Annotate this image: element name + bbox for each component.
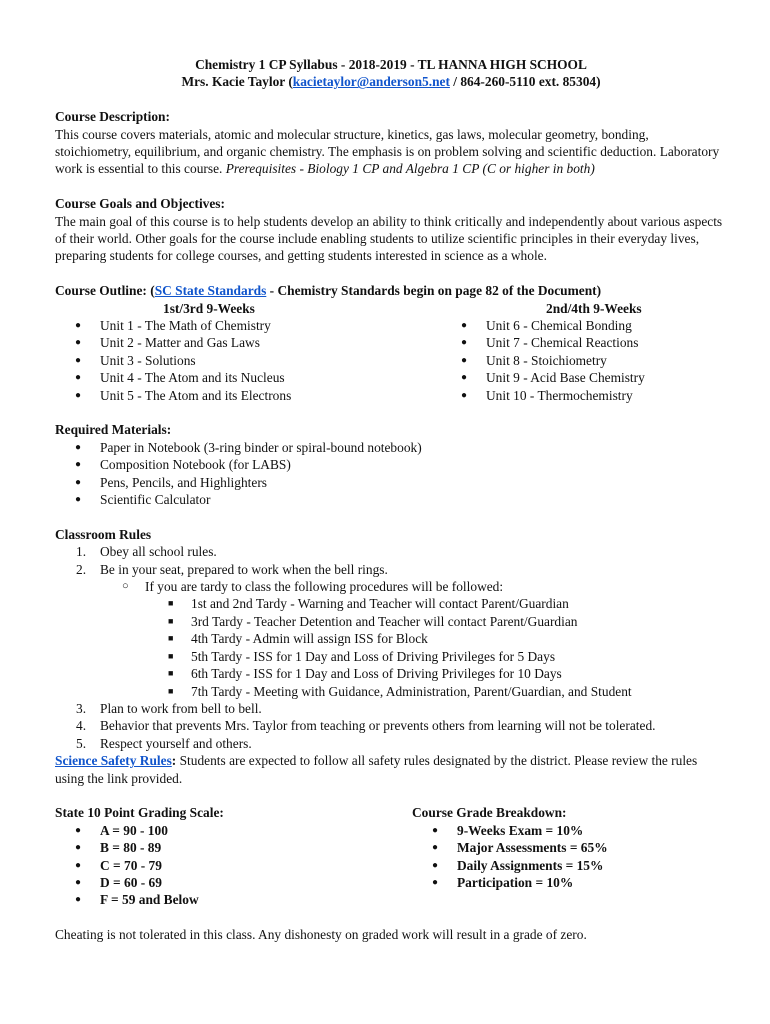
description-heading: Course Description:: [55, 109, 170, 125]
list-number: 5.: [76, 735, 87, 751]
safety-colon: :: [171, 753, 177, 769]
list-item: ■ 4th Tardy - Admin will assign ISS for Block: [55, 630, 727, 647]
list-item: [55, 700, 727, 717]
outline-columns: [55, 300, 727, 404]
list-item: [55, 717, 727, 734]
rule-text: Respect yourself and others.: [100, 735, 252, 751]
list-item: ● A = 90 - 100: [55, 822, 395, 839]
list-number: 3.: [76, 700, 87, 716]
outline-col1-title: 1st/3rd 9-Weeks: [163, 300, 255, 316]
outline-col1-list: [55, 317, 385, 404]
list-number: 1.: [76, 544, 87, 560]
rule-text: Obey all school rules.: [100, 544, 217, 560]
list-item: ● F = 59 and Below: [55, 891, 395, 908]
safety-text: Students are expected to follow all safety rules designated by the district. Please review the rules using the link provided.: [55, 753, 698, 786]
list-number: 2.: [76, 561, 87, 577]
safety-rules-link[interactable]: Science Safety Rules: [55, 753, 172, 769]
prerequisites: Prerequisites - Biology 1 CP and Algebra 1 CP (C or higher in both): [225, 161, 595, 177]
rule-text: Be in your seat, prepared to work when the bell rings.: [100, 561, 388, 577]
list-item: ● B = 80 - 89: [55, 839, 395, 856]
teacher-line: [55, 73, 727, 90]
list-item: ● Unit 6 - Chemical Bonding: [441, 317, 731, 334]
list-item: ● Unit 1 - The Math of Chemistry: [55, 317, 385, 334]
list-item: ● Major Assessments = 65%: [412, 839, 722, 856]
list-item: ■ 5th Tardy - ISS for 1 Day and Loss of Driving Privileges for 5 Days: [55, 648, 727, 665]
outline-heading-label: Course Outline: (: [55, 283, 155, 299]
list-item: [55, 543, 727, 560]
list-item: [55, 735, 727, 752]
list-item: [55, 561, 727, 578]
list-item: ● 9-Weeks Exam = 10%: [412, 822, 722, 839]
list-item: ● Participation = 10%: [412, 874, 722, 891]
tardy-intro: [55, 578, 727, 595]
list-item: ● Paper in Notebook (3-ring binder or spiral-bound notebook): [55, 439, 727, 456]
circle-bullet-icon: ○: [122, 580, 129, 593]
outline-heading-note: - Chemistry Standards begin on page 82 of the Document): [266, 283, 602, 299]
list-item: ● C = 70 - 79: [55, 857, 395, 874]
teacher-phone: / 864-260-5110 ext. 85304): [449, 74, 601, 90]
list-number: 4.: [76, 718, 87, 734]
tardy-intro-text: If you are tardy to class the following procedures will be followed:: [145, 579, 504, 595]
list-item: ■ 6th Tardy - ISS for 1 Day and Loss of Driving Privileges for 10 Days: [55, 665, 727, 682]
tardy-container: [55, 595, 727, 699]
breakdown-list: [412, 822, 722, 892]
rule-text: Behavior that prevents Mrs. Taylor from teaching or prevents others from learning will not be tolerated.: [100, 718, 656, 734]
grading-list: [55, 822, 395, 909]
goals-text: The main goal of this course is to help students develop an ability to think critically and independently about various aspects of their world. Other goals for the course include enabling students to utilize scientific principles in their everyday lives, preparing students for college courses, and getting students interested in science as a whole.: [55, 213, 723, 264]
cheating-policy: Cheating is not tolerated in this class. Any dishonesty on graded work will result in a grade of zero.: [55, 927, 587, 943]
list-item: ● Unit 3 - Solutions: [55, 352, 385, 369]
goals-heading: Course Goals and Objectives:: [55, 196, 225, 212]
list-item: ● Unit 4 - The Atom and its Nucleus: [55, 369, 385, 386]
document-title: Chemistry 1 CP Syllabus - 2018-2019 - TL HANNA HIGH SCHOOL: [195, 57, 587, 72]
list-item: ● Unit 8 - Stoichiometry: [441, 352, 731, 369]
list-item: ● Unit 9 - Acid Base Chemistry: [441, 369, 731, 386]
document-body: [55, 56, 727, 944]
breakdown-heading: Course Grade Breakdown:: [412, 805, 567, 821]
email-link[interactable]: kacietaylor@anderson5.net: [292, 74, 450, 90]
tardy-list: [55, 595, 727, 699]
materials-list: [55, 439, 727, 509]
outline-col-1: [55, 300, 385, 404]
list-item: ● Scientific Calculator: [55, 491, 727, 508]
description-body: This course covers materials, atomic and molecular structure, kinetics, gas laws, molecular geometry, bonding, stoichiometry, equilibrium, and organic chemistry. The emphasis is on problem solving and scientific deduction. Laboratory work is essential to this course.: [55, 126, 720, 177]
rule-text: Plan to work from bell to bell.: [100, 700, 262, 716]
list-item: ● Unit 2 - Matter and Gas Laws: [55, 334, 385, 351]
outline-col-2: [441, 300, 731, 404]
grading-scale: [55, 804, 395, 908]
list-item: ● Pens, Pencils, and Highlighters: [55, 474, 727, 491]
list-item: ● Unit 10 - Thermochemistry: [441, 387, 731, 404]
grading-heading: State 10 Point Grading Scale:: [55, 805, 224, 821]
rules-heading: Classroom Rules: [55, 526, 152, 542]
list-item: ● Composition Notebook (for LABS): [55, 456, 727, 473]
grade-breakdown: [412, 804, 722, 891]
rules-list: [55, 543, 727, 752]
description-text: [55, 126, 727, 178]
materials-heading: Required Materials:: [55, 422, 172, 438]
outline-heading: [55, 282, 727, 299]
grading-columns: [55, 804, 727, 908]
teacher-name: Mrs. Kacie Taylor (: [181, 74, 293, 90]
list-item: ■ 1st and 2nd Tardy - Warning and Teacher will contact Parent/Guardian: [55, 595, 727, 612]
list-item: ● Unit 5 - The Atom and its Electrons: [55, 387, 385, 404]
sc-standards-link[interactable]: SC State Standards: [154, 283, 267, 299]
outline-col2-title: 2nd/4th 9-Weeks: [546, 300, 642, 316]
outline-col2-list: [441, 317, 731, 404]
safety-paragraph: [55, 752, 727, 787]
list-item: ● Unit 7 - Chemical Reactions: [441, 334, 731, 351]
list-item: ● D = 60 - 69: [55, 874, 395, 891]
list-item: ● Daily Assignments = 15%: [412, 857, 722, 874]
list-item: ■ 3rd Tardy - Teacher Detention and Teacher will contact Parent/Guardian: [55, 613, 727, 630]
list-item: ■ 7th Tardy - Meeting with Guidance, Administration, Parent/Guardian, and Student: [55, 683, 727, 700]
